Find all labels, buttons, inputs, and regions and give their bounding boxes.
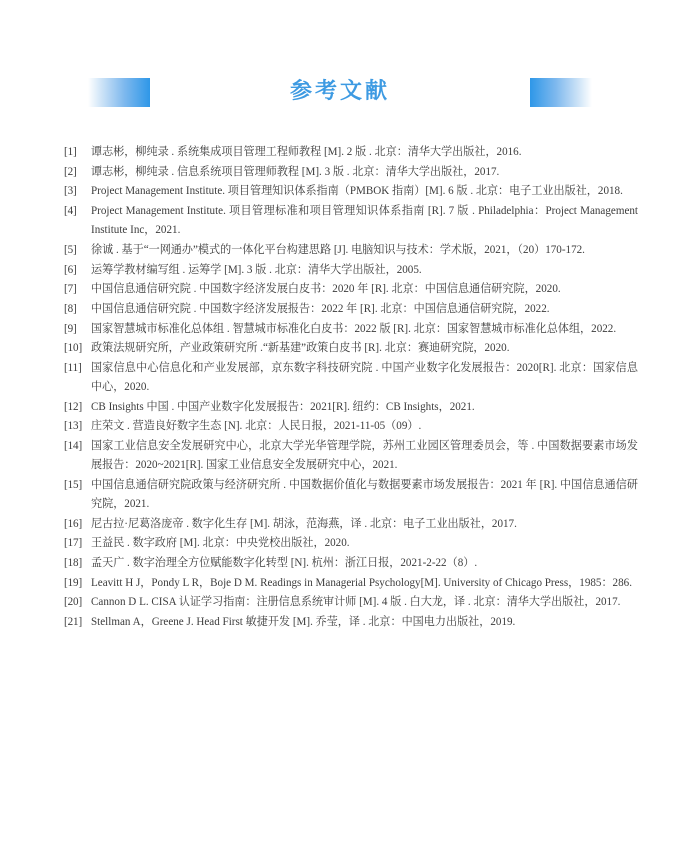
reference-number: [19]: [64, 576, 83, 589]
reference-number: [11]: [64, 361, 82, 374]
reference-number: [8]: [64, 302, 77, 315]
reference-text: 谭志彬，柳纯录 . 系统集成项目管理工程师教程 [M]. 2 版 . 北京：清华大学出版社，2016.: [91, 146, 522, 158]
reference-text: CB Insights 中国 . 中国产业数字化发展报告：2021[R]. 纽约：CB Insights，2021.: [91, 400, 475, 413]
reference-entry: [64, 398, 638, 417]
reference-number: [20]: [64, 596, 83, 609]
reference-text: 运筹学教材编写组 . 运筹学 [M]. 3 版 . 北京：清华大学出版社，2005.: [91, 263, 422, 276]
reference-text: 国家信息中心信息化和产业发展部，京东数字科技研究院 . 中国产业数字化发展报告：2020[R]. 北京：国家信息中心，2020.: [91, 361, 638, 394]
reference-text: Stellman A，Greene J. Head First 敏捷开发 [M]. 乔莹，译 . 北京：中国电力出版社，2019.: [91, 616, 516, 629]
reference-entry: [64, 182, 638, 201]
reference-text: 国家工业信息安全发展研究中心，北京大学光华管理学院，苏州工业园区管理委员会，等 . 中国数据要素市场发展报告：2020~2021[R]. 国家工业信息安全发展研究中心，2021.: [91, 440, 638, 472]
reference-number: [16]: [64, 517, 83, 530]
reference-entry: [64, 241, 638, 260]
reference-entry: [64, 339, 638, 358]
reference-list: [64, 143, 638, 633]
reference-number: [10]: [64, 342, 83, 355]
reference-entry: [64, 515, 638, 534]
reference-entry: [64, 437, 638, 475]
reference-entry: [64, 320, 638, 339]
reference-entry: [64, 163, 638, 182]
reference-number: [2]: [64, 165, 77, 178]
reference-number: [12]: [64, 400, 83, 413]
reference-entry: [64, 554, 638, 573]
reference-text: Project Management Institute. 项目管理标准和项目管理知识体系指南 [R]. 7 版 . Philadelphia：Project Management Institute Inc，2021.: [91, 205, 638, 237]
reference-number: [18]: [64, 557, 83, 570]
reference-entry: [64, 574, 638, 593]
reference-text: Project Management Institute. 项目管理知识体系指南（PMBOK 指南）[M]. 6 版 . 北京：电子工业出版社，2018.: [91, 185, 623, 198]
reference-number: [14]: [64, 440, 83, 453]
reference-entry: [64, 261, 638, 280]
reference-number: [5]: [64, 243, 77, 256]
reference-entry: [64, 417, 638, 436]
reference-text: 徐诚 . 基于“一网通办”模式的一体化平台构建思路 [J]. 电脑知识与技术：学术版，2021，（20）170-172.: [91, 243, 585, 256]
page-title: 参考文献: [289, 79, 390, 104]
reference-number: [6]: [64, 263, 77, 276]
reference-entry: [64, 280, 638, 299]
reference-text: 中国信息通信研究院 . 中国数字经济发展报告：2022 年 [R]. 北京：中国信息通信研究院，2022.: [91, 302, 550, 315]
page-header: [0, 68, 680, 116]
reference-number: [4]: [64, 205, 77, 218]
reference-text: Leavitt H J，Pondy L R，Boje D M. Readings in Managerial Psychology[M]. University of Chicago Press，1985：286.: [91, 576, 632, 589]
reference-text: 谭志彬，柳纯录 . 信息系统项目管理师教程 [M]. 3 版 . 北京：清华大学出版社，2017.: [91, 165, 500, 178]
reference-text: 中国信息通信研究院 . 中国数字经济发展白皮书：2020 年 [R]. 北京：中国信息通信研究院，2020.: [91, 283, 561, 296]
reference-entry: [64, 613, 638, 632]
reference-number: [1]: [64, 146, 77, 158]
reference-number: [13]: [64, 420, 83, 433]
reference-text: 尼古拉·尼葛洛庞帝 . 数字化生存 [M]. 胡泳，范海燕，译 . 北京：电子工业出版社，2017.: [91, 517, 517, 530]
reference-text: 政策法规研究所，产业政策研究所 .“新基建”政策白皮书 [R]. 北京：赛迪研究院，2020.: [91, 342, 510, 355]
reference-number: [7]: [64, 283, 77, 296]
reference-entry: [64, 534, 638, 553]
reference-number: [9]: [64, 322, 77, 335]
reference-number: [17]: [64, 537, 83, 550]
reference-text: 庄荣文 . 营造良好数字生态 [N]. 北京：人民日报，2021-11-05（09）.: [91, 420, 422, 433]
reference-text: 国家智慧城市标准化总体组 . 智慧城市标准化白皮书：2022 版 [R]. 北京：国家智慧城市标准化总体组，2022.: [91, 322, 617, 335]
reference-entry: [64, 476, 638, 514]
reference-number: [3]: [64, 185, 77, 198]
reference-text: Cannon D L. CISA 认证学习指南：注册信息系统审计师 [M]. 4 版 . 白大龙，译 . 北京：清华大学出版社，2017.: [91, 596, 621, 609]
reference-entry: [64, 359, 638, 397]
reference-number: [21]: [64, 616, 83, 629]
reference-text: 孟天广 . 数字治理全方位赋能数字化转型 [N]. 杭州：浙江日报，2021-2-22（8）.: [91, 557, 478, 570]
reference-text: 中国信息通信研究院政策与经济研究所 . 中国数据价值化与数据要素市场发展报告：2021 年 [R]. 中国信息通信研究院，2021.: [91, 478, 638, 510]
reference-entry: [64, 143, 638, 162]
reference-entry: [64, 593, 638, 612]
reference-entry: [64, 300, 638, 319]
reference-entry: [64, 202, 638, 240]
reference-number: [15]: [64, 478, 83, 491]
reference-text: 王益民 . 数字政府 [M]. 北京：中央党校出版社，2020.: [91, 537, 350, 550]
